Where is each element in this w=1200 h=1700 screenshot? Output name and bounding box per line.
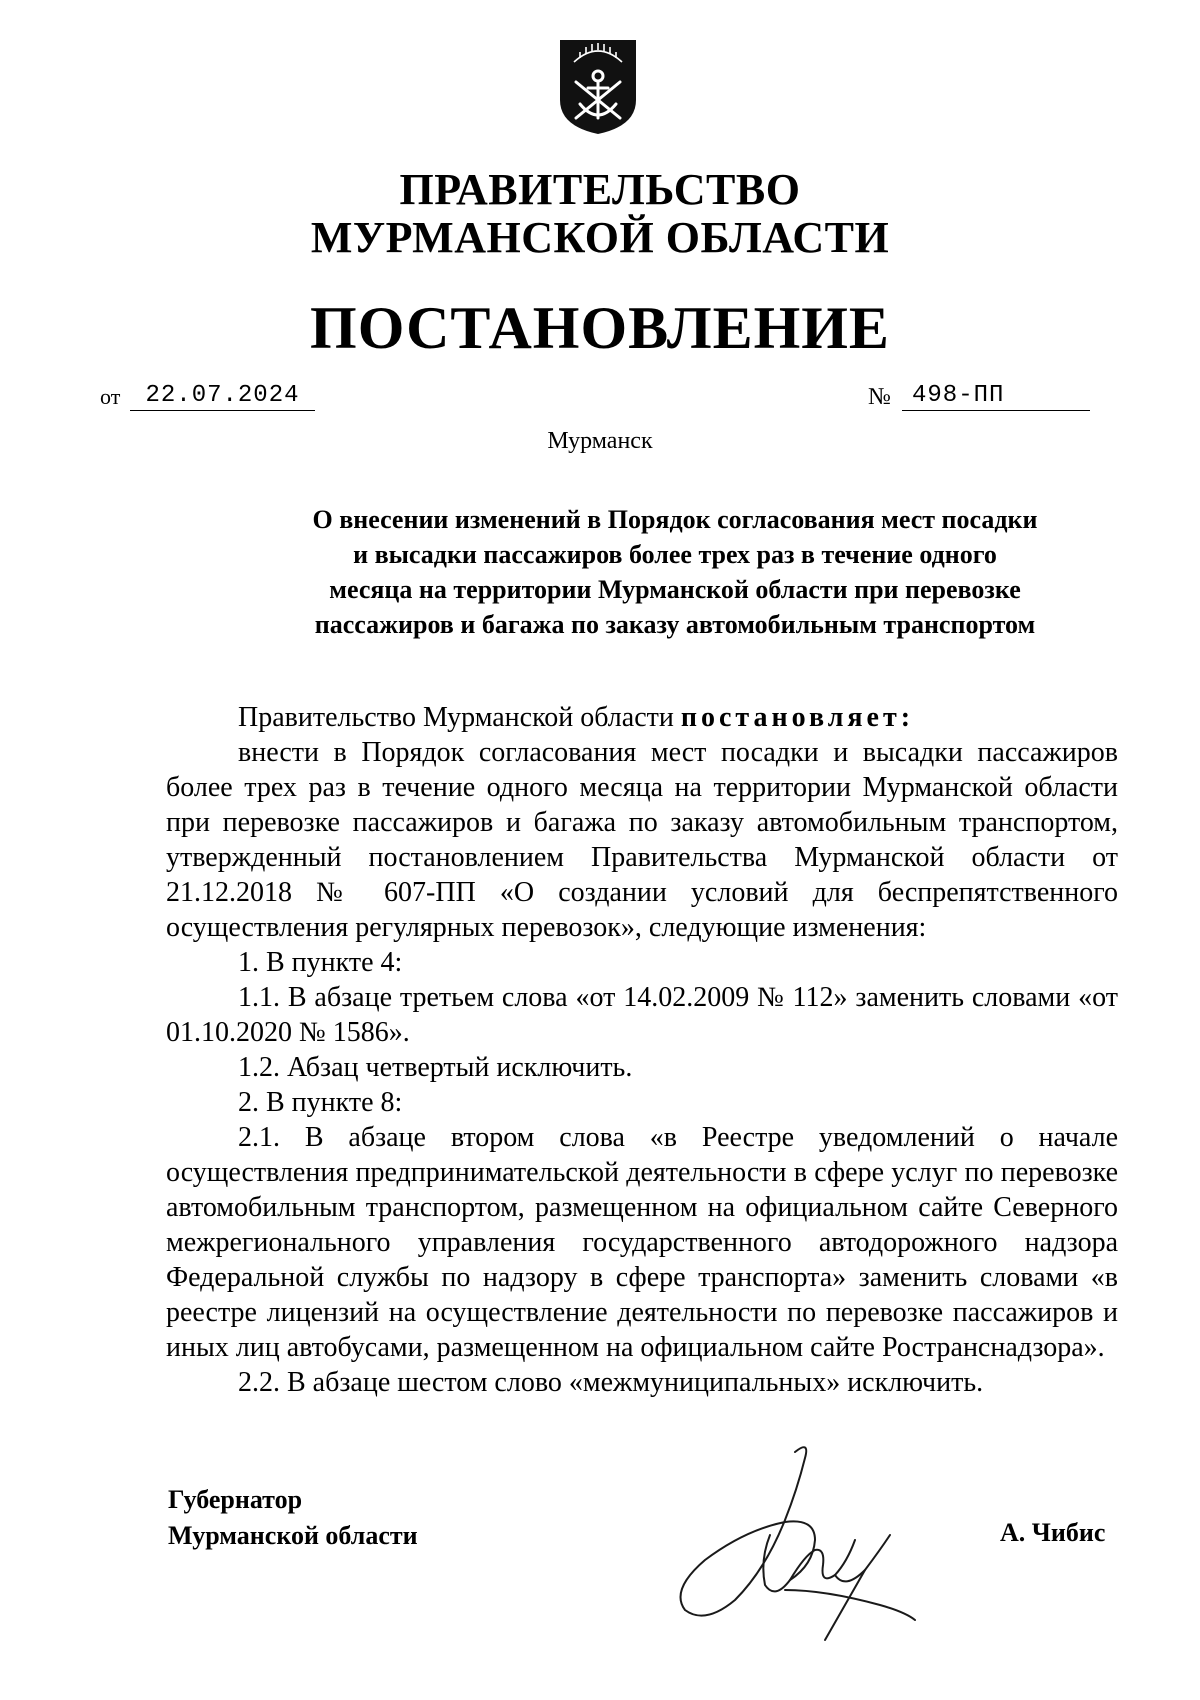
document-subject (250, 502, 1100, 642)
body-paragraph: 2. В пункте 8: (238, 1087, 403, 1118)
organization-name-line2: МУРМАНСКОЙ ОБЛАСТИ (310, 213, 890, 262)
subject-line: пассажиров и багажа по заказу автомобильным транспортом (314, 610, 1036, 639)
document-body (166, 700, 1118, 1400)
body-paragraph: 2.1. В абзаце втором слова «в Реестре уведомлений о начале осуществления предпринимательской деятельности в сфере услуг по перевозке автомобильным транспортом, размещенном на официальном сайте Северного межрегионального управления государственного автодорожного надзора Федеральной службы по надзору в сфере транспорта» заменить словами «в реестре лицензий на осуществление деятельности по перевозке пассажиров и иных лиц автобусами, размещенном на официальном сайте Ространснадзора». (166, 1122, 1118, 1363)
subject-line: О внесении изменений в Порядок согласования мест посадки (312, 505, 1038, 534)
date-label: от (100, 384, 121, 409)
handwritten-signature (665, 1440, 925, 1650)
position-line: Губернатор (168, 1485, 303, 1514)
body-paragraph: 1.1. В абзаце третьем слова «от 14.02.2009 № 112» заменить словами «от 01.10.2020 № 1586». (166, 982, 1118, 1048)
body-paragraph: 1. В пункте 4: (238, 947, 403, 978)
body-paragraph: 2.2. В абзаце шестом слово «межмуниципальных» исключить. (238, 1367, 984, 1398)
number-label: № (868, 384, 891, 410)
murmansk-coat-of-arms-icon (558, 38, 638, 136)
position-line: Мурманской области (168, 1521, 418, 1550)
document-type-title: ПОСТАНОВЛЕНИЕ (310, 295, 890, 361)
signatory-position (168, 1482, 418, 1554)
body-paragraph: внести в Порядок согласования мест посадки и высадки пассажиров более трех раз в течение одного месяца на территории Мурманской области при перевозке пассажиров и багажа по заказу автомобильным транспортом, утвержденный постановлением Правительства Мурманской области от 21.12.2018 № 607-ПП «О создании условий для беспрепятственного осуществления регулярных перевозок», следующие изменения: (166, 737, 1118, 943)
organization-name-line1: ПРАВИТЕЛЬСТВО (399, 165, 801, 214)
subject-line: месяца на территории Мурманской области при перевозке (329, 575, 1021, 604)
city-name: Мурманск (547, 428, 653, 454)
signatory-name: А. Чибис (1000, 1518, 1106, 1547)
subject-line: и высадки пассажиров более трех раз в течение одного (353, 540, 997, 569)
intro-verb: постановляет: (680, 702, 915, 733)
intro-paragraph (166, 700, 1118, 735)
document-number: 498-ПП (902, 382, 1090, 411)
body-paragraph: 1.2. Абзац четвертый исключить. (238, 1052, 633, 1083)
intro-prefix: Правительство Мурманской области (238, 702, 681, 733)
document-date: 22.07.2024 (130, 382, 315, 411)
